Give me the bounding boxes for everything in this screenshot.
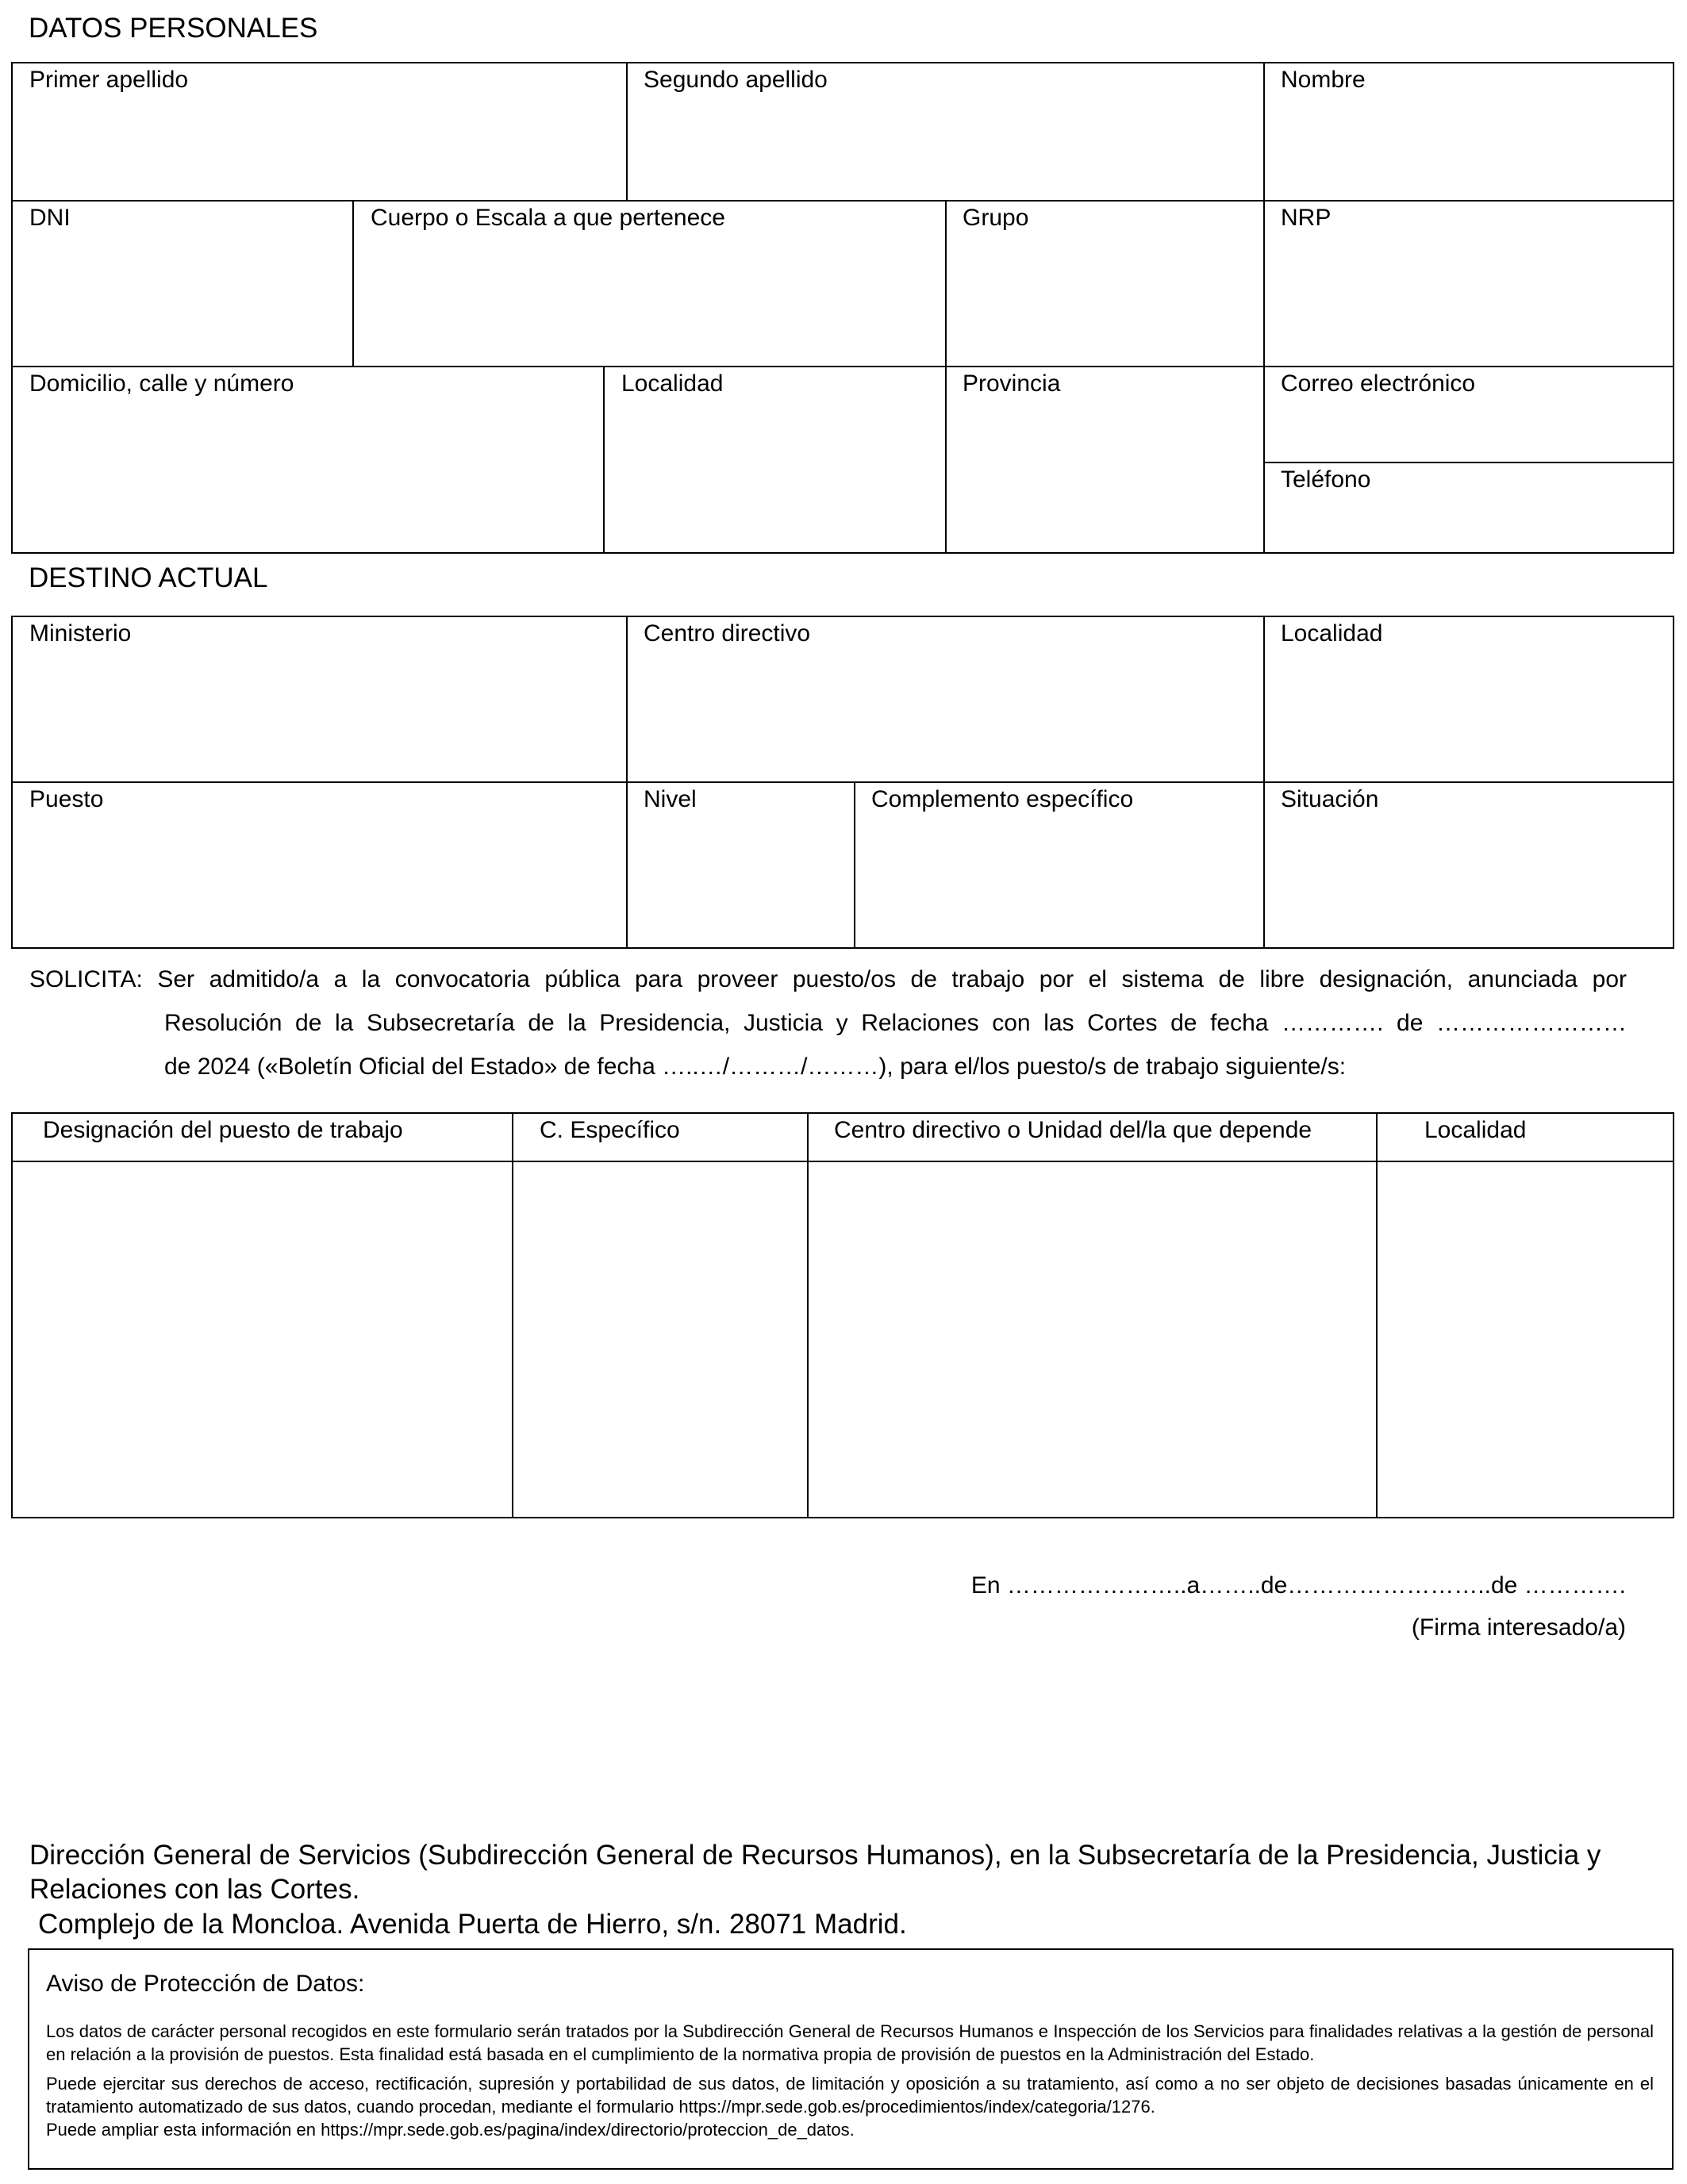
address-block: Dirección General de Servicios (Subdirección General de Recursos Humanos), en la Subsecretaría de la Presidencia, Justicia y Relaciones con las Cortes. bbox=[29, 1840, 1601, 1905]
dni-label: DNI bbox=[29, 205, 71, 231]
correo-label: Correo electrónico bbox=[1281, 370, 1476, 397]
section-title-personal: DATOS PERSONALES bbox=[29, 13, 318, 44]
c-especifico-cell[interactable] bbox=[513, 1162, 806, 1517]
complemento-label: Complemento específico bbox=[871, 786, 1134, 812]
nivel-label: Nivel bbox=[644, 786, 697, 812]
localidad-cell[interactable] bbox=[1378, 1162, 1673, 1517]
col-header-centro-directivo: Centro directivo o Unidad del/la que depende bbox=[834, 1117, 1312, 1143]
nombre-label: Nombre bbox=[1281, 67, 1366, 93]
cuerpo-escala-label: Cuerpo o Escala a que pertenece bbox=[371, 205, 725, 231]
designacion-cell[interactable] bbox=[13, 1162, 511, 1517]
nrp-label: NRP bbox=[1281, 205, 1332, 231]
place-date-line: En …………………..a……..de……………………..de …………. bbox=[970, 1572, 1626, 1599]
solicita-line-2: Resolución de la Subsecretaría de la Presidencia, Justicia y Relaciones con las Cortes de fecha …………. de …………………… bbox=[164, 1010, 1627, 1036]
localidad-destino-label: Localidad bbox=[1281, 620, 1383, 647]
localidad-personal-label: Localidad bbox=[621, 370, 724, 397]
section-title-current: DESTINO ACTUAL bbox=[29, 562, 268, 593]
col-header-designacion: Designación del puesto de trabajo bbox=[43, 1117, 403, 1143]
provincia-label: Provincia bbox=[963, 370, 1061, 397]
privacy-paragraph-3: Puede ampliar esta información en https://mpr.sede.gob.es/pagina/index/directorio/proteccion_de_datos. bbox=[46, 2120, 855, 2140]
solicita-line-1: SOLICITA: Ser admitido/a a la convocatoria pública para proveer puesto/os de trabajo por el sistema de libre designación, anunciada por bbox=[29, 966, 1627, 992]
segundo-apellido-label: Segundo apellido bbox=[644, 67, 828, 93]
telefono-label: Teléfono bbox=[1281, 466, 1371, 493]
address-line-2: Complejo de la Moncloa. Avenida Puerta de Hierro, s/n. 28071 Madrid. bbox=[38, 1909, 907, 1940]
domicilio-label: Domicilio, calle y número bbox=[29, 370, 294, 397]
centro-directivo-label: Centro directivo bbox=[644, 620, 811, 647]
puesto-field[interactable] bbox=[13, 783, 625, 947]
privacy-paragraph-1: Los datos de carácter personal recogidos en este formulario serán tratados por la Subdirección General de Recursos Humanos e Inspección de los Servicios para finalidades relativas a la gestión de personal en relación a la provisión de puestos. Esta finalidad está basada en el cumplimiento de la normativa propia de provisión de puestos en la Administración del Estado. bbox=[46, 2021, 1654, 2064]
ministerio-label: Ministerio bbox=[29, 620, 132, 647]
col-header-c-especifico: C. Específico bbox=[540, 1117, 680, 1143]
privacy-paragraph-2: Puede ejercitar sus derechos de acceso, rectificación, supresión y portabilidad de sus datos, de limitación y oposición a su tratamiento, así como a no ser objeto de decisiones basadas únicamente en el tratamiento automatizado de sus datos, cuando procedan, mediante el formulario https://mpr.sede.gob.es/procedimientos/index/categoria/1276. bbox=[46, 2074, 1654, 2117]
signature-label: (Firma interesado/a) bbox=[1411, 1614, 1626, 1641]
puesto-label: Puesto bbox=[29, 786, 104, 812]
situacion-label: Situación bbox=[1281, 786, 1379, 812]
primer-apellido-label: Primer apellido bbox=[29, 67, 189, 93]
privacy-title: Aviso de Protección de Datos: bbox=[46, 1971, 365, 1997]
centro-directivo-cell[interactable] bbox=[809, 1162, 1375, 1517]
solicita-line-3: de 2024 («Boletín Oficial del Estado» de fecha …..…/………/………), para el/los puesto/s de trabajo siguiente/s: bbox=[164, 1054, 1347, 1080]
grupo-label: Grupo bbox=[963, 205, 1029, 231]
col-header-localidad: Localidad bbox=[1424, 1117, 1527, 1143]
